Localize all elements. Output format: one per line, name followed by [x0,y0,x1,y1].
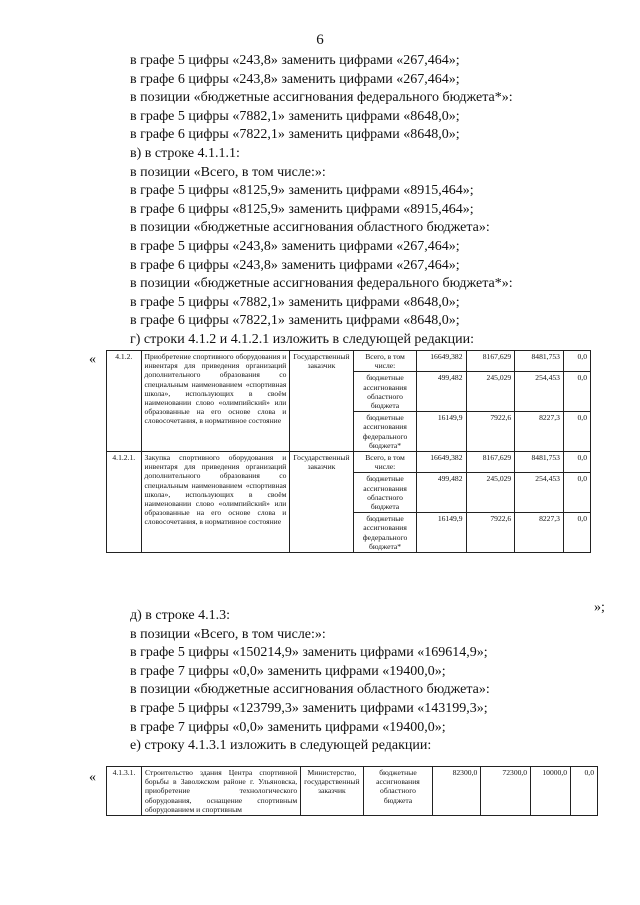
row-description: Приобретение спортивного оборудования и инвентаря для приведения организаций дополнительного образования со специальным наименованием «спортивная школа», использующих в своём наименовании слово «олимпийский» или образованные на его основе слова и словосочетания, в нормативное состояние [141,351,290,452]
page-number: 6 [316,32,324,48]
amount-year-1: 245,029 [466,372,515,412]
amendment-text-middle [130,607,610,756]
text-line: в графе 6 цифры «7822,1» заменить цифрами «8648,0»; [130,313,460,329]
amount-year-3: 0,0 [563,372,590,412]
program-table-1 [106,350,591,553]
text-line: в графе 6 цифры «8125,9» заменить цифрами «8915,464»; [130,201,474,217]
amount-year-1: 72300,0 [481,767,531,816]
text-line: в графе 6 цифры «243,8» заменить цифрами «267,464»; [130,71,460,87]
amount-year-2: 254,453 [515,372,564,412]
row-executor: Министерство, государственный заказчик [301,767,363,816]
text-line: в графе 6 цифры «7822,1» заменить цифрами «8648,0»; [130,127,460,143]
text-line: в позиции «бюджетные ассигнования областного бюджета»: [130,682,490,698]
row-description: Закупка спортивного оборудования и инвентаря для приведения организаций дополнительного образования со специальным наименованием «спортивная школа», использующих в своём наименовании слово «олимпийский» или образованные на его основе слова и словосочетания, в нормативное состояние [141,452,290,553]
funding-source: бюджетные ассигнования федерального бюджета* [353,412,417,452]
amount-year-1: 7922,6 [466,513,515,553]
funding-source: Всего, в том числе: [353,452,417,473]
amount-year-2: 254,453 [515,473,564,513]
text-line: в графе 5 цифры «7882,1» заменить цифрами «8648,0»; [130,108,460,124]
row-executor: Государственный заказчик [290,452,353,553]
funding-source: Всего, в том числе: [353,351,417,372]
amount-total: 16149,9 [417,412,466,452]
amount-year-2: 8227,3 [515,412,564,452]
amount-year-2: 8481,753 [515,351,564,372]
text-line: е) строку 4.1.3.1 изложить в следующей редакции: [130,738,432,754]
amount-total: 16649,382 [417,351,466,372]
amount-year-3: 0,0 [563,473,590,513]
amount-total: 16149,9 [417,513,466,553]
amount-total: 499,482 [417,372,466,412]
amount-year-3: 0,0 [563,452,590,473]
funding-source: бюджетные ассигнования областного бюджета [353,473,417,513]
open-quote: « [89,352,96,367]
row-number: 4.1.2.1. [107,452,142,553]
open-quote-2: « [89,770,96,785]
text-line: в графе 5 цифры «150214,9» заменить цифрами «169614,9»; [130,645,488,661]
text-line: в позиции «бюджетные ассигнования федерального бюджета*»: [130,90,513,106]
text-line: в графе 5 цифры «123799,3» заменить цифрами «143199,3»; [130,700,488,716]
amount-year-1: 8167,629 [466,452,515,473]
close-quote: »; [594,600,605,615]
text-line: в графе 5 цифры «7882,1» заменить цифрами «8648,0»; [130,294,460,310]
row-number: 4.1.2. [107,351,142,452]
amount-year-2: 8481,753 [515,452,564,473]
amount-year-3: 0,0 [563,513,590,553]
amount-year-3: 0,0 [563,412,590,452]
text-line: в графе 7 цифры «0,0» заменить цифрами «19400,0»; [130,663,446,679]
amount-year-2: 8227,3 [515,513,564,553]
text-line: в позиции «бюджетные ассигнования федерального бюджета*»: [130,276,513,292]
text-line: в графе 6 цифры «243,8» заменить цифрами «267,464»; [130,257,460,273]
text-line: в позиции «Всего, в том числе:»: [130,626,326,642]
text-line: в позиции «бюджетные ассигнования областного бюджета»: [130,220,490,236]
text-line: в графе 7 цифры «0,0» заменить цифрами «19400,0»; [130,719,446,735]
amendment-text-top [130,52,610,350]
amount-year-1: 8167,629 [466,351,515,372]
table-row [107,351,591,372]
row-description: Строительство здания Центра спортивной борьбы в Заволжском районе г. Ульяновска, приобретение технологического оборудования, оснащение спортивным оборудованием и спортивным [141,767,300,816]
text-line: в) в строке 4.1.1.1: [130,145,240,161]
table-row [107,767,598,816]
amount-total: 82300,0 [433,767,481,816]
text-line: в позиции «Всего, в том числе:»: [130,164,326,180]
funding-source: бюджетные ассигнования областного бюджета [353,372,417,412]
program-table-2 [106,766,598,816]
text-line: в графе 5 цифры «243,8» заменить цифрами «267,464»; [130,238,460,254]
amount-year-1: 7922,6 [466,412,515,452]
amount-year-1: 245,029 [466,473,515,513]
text-line: в графе 5 цифры «243,8» заменить цифрами «267,464»; [130,53,460,68]
row-number: 4.1.3.1. [107,767,142,816]
text-line: г) строки 4.1.2 и 4.1.2.1 изложить в следующей редакции: [130,331,474,347]
table-row [107,452,591,473]
amount-year-2: 10000,0 [531,767,571,816]
funding-source: бюджетные ассигнования областного бюджета [363,767,433,816]
amount-total: 499,482 [417,473,466,513]
funding-source: бюджетные ассигнования федерального бюджета* [353,513,417,553]
amount-total: 16649,382 [417,452,466,473]
text-line: в графе 5 цифры «8125,9» заменить цифрами «8915,464»; [130,183,474,199]
amount-year-3: 0,0 [563,351,590,372]
amount-year-3: 0,0 [571,767,598,816]
row-executor: Государственный заказчик [290,351,353,452]
text-line: д) в строке 4.1.3: [130,608,230,623]
